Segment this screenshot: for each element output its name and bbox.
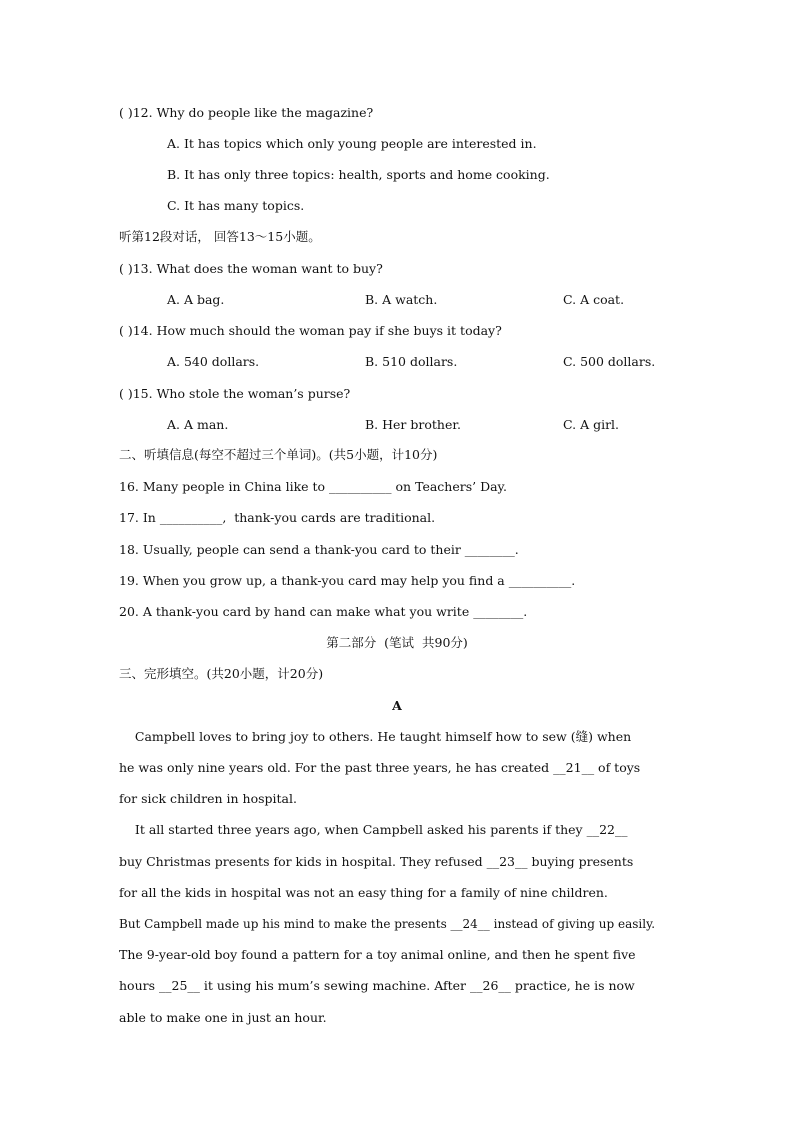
question-14-option-a: A. 540 dollars. (167, 354, 260, 369)
question-13-option-b: B. A watch. (365, 292, 438, 307)
passage-line: for all the kids in hospital was not an easy thing for a family of nine children. (119, 885, 608, 900)
question-15-option-a: A. A man. (167, 417, 229, 432)
question-12-option-a: A. It has topics which only young people are interested in. (167, 136, 537, 151)
fill-question-20: 20. A thank-you card by hand can make what you write ________. (119, 604, 528, 619)
question-12-option-c: C. It has many topics. (167, 198, 305, 213)
fill-question-19: 19. When you grow up, a thank-you card may help you find a __________. (119, 573, 576, 588)
section-3-heading: 三、完形填空。(共20小题，计20分) (119, 666, 324, 681)
passage-line: hours __25__ it using his mum’s sewing machine. After __26__ practice, he is now (119, 978, 635, 993)
passage-line: Campbell loves to bring joy to others. He taught himself how to sew (缝) when (119, 729, 632, 744)
question-13-option-c: C. A coat. (563, 292, 625, 307)
part-2-heading: 第二部分 (笔试 共90分) (326, 635, 468, 650)
fill-question-18: 18. Usually, people can send a thank-you card to their ________. (119, 542, 519, 557)
question-12-stem: ( )12. Why do people like the magazine? (119, 105, 374, 120)
question-14-option-b: B. 510 dollars. (365, 354, 458, 369)
question-13-stem: ( )13. What does the woman want to buy? (119, 261, 383, 276)
passage-line: It all started three years ago, when Campbell asked his parents if they __22__ (119, 822, 628, 837)
question-14-option-c: C. 500 dollars. (563, 354, 656, 369)
passage-line: able to make one in just an hour. (119, 1010, 327, 1025)
question-15-option-b: B. Her brother. (365, 417, 461, 432)
passage-line: But Campbell made up his mind to make the presents __24__ instead of giving up easily. (119, 917, 656, 931)
section-2-heading: 二、听填信息(每空不超过三个单词)。(共5小题，计10分) (119, 447, 438, 462)
passage-line: for sick children in hospital. (119, 791, 297, 806)
passage-line: buy Christmas presents for kids in hospital. They refused __23__ buying presents (119, 854, 634, 869)
question-15-stem: ( )15. Who stole the woman’s purse? (119, 386, 351, 401)
question-12-option-b: B. It has only three topics: health, sports and home cooking. (167, 167, 550, 182)
fill-question-16: 16. Many people in China like to __________ on Teachers’ Day. (119, 479, 507, 494)
passage-line: he was only nine years old. For the past three years, he has created __21__ of toys (119, 760, 641, 775)
fill-question-17: 17. In __________, thank-you cards are traditional. (119, 510, 436, 525)
question-13-option-a: A. A bag. (167, 292, 225, 307)
question-15-option-c: C. A girl. (563, 417, 620, 432)
question-14-stem: ( )14. How much should the woman pay if she buys it today? (119, 323, 502, 338)
dialogue-12-instruction: 听第12段对话， 回答13～15小题。 (119, 229, 321, 244)
passage-label: A (392, 698, 402, 713)
passage-line: The 9-year-old boy found a pattern for a toy animal online, and then he spent five (119, 947, 636, 962)
